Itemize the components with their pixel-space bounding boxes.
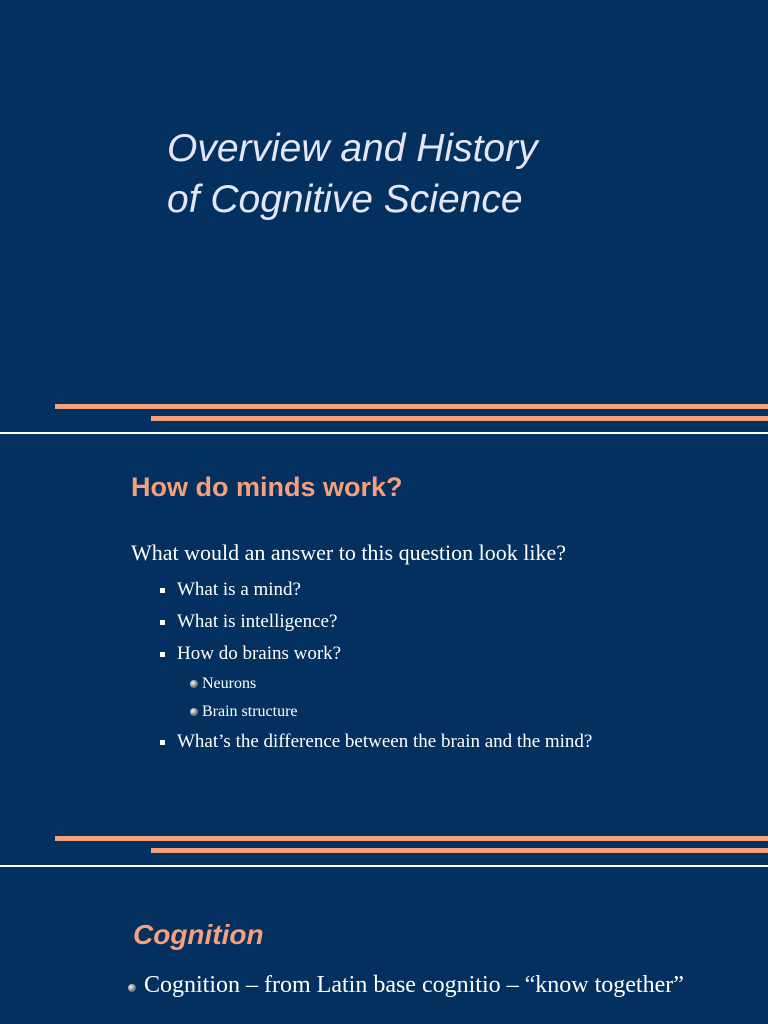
slide-how-minds-work [0, 434, 768, 865]
square-bullet-icon [160, 620, 165, 625]
sub-list-item-text: Brain structure [202, 703, 298, 720]
list-item [158, 576, 628, 604]
body-text: Cognition – from Latin base cognitio – “know together” [144, 972, 684, 998]
accent-rule [151, 848, 768, 853]
sphere-bullet-icon [190, 708, 198, 716]
list-item-text: How do brains work? [177, 643, 342, 664]
sub-list-item-text: Neurons [202, 675, 257, 692]
square-bullet-icon [160, 740, 165, 745]
slide-title [0, 0, 768, 432]
slide-title-heading [167, 123, 538, 225]
bullet-list [158, 576, 628, 760]
list-item [158, 640, 628, 668]
accent-rule [55, 836, 768, 841]
slide-cognition [0, 867, 768, 1024]
square-bullet-icon [160, 652, 165, 657]
sub-list-item [158, 700, 628, 724]
slide-heading: How do minds work? [131, 472, 403, 502]
list-item [158, 728, 628, 756]
title-line: of Cognitive Science [167, 178, 523, 221]
sphere-bullet-icon [128, 984, 136, 992]
slide-heading: Cognition [133, 919, 264, 950]
list-item [158, 608, 628, 636]
accent-rule [55, 404, 768, 409]
sub-list-item [158, 672, 628, 696]
title-line: Overview and History [167, 127, 538, 170]
lead-question: What would an answer to this question look like? [131, 540, 567, 565]
sphere-bullet-icon [190, 680, 198, 688]
square-bullet-icon [160, 588, 165, 593]
accent-rule [151, 416, 768, 421]
list-item-text: What’s the difference between the brain and the mind? [177, 731, 593, 752]
list-item-text: What is intelligence? [177, 611, 338, 632]
list-item-text: What is a mind? [177, 579, 301, 600]
